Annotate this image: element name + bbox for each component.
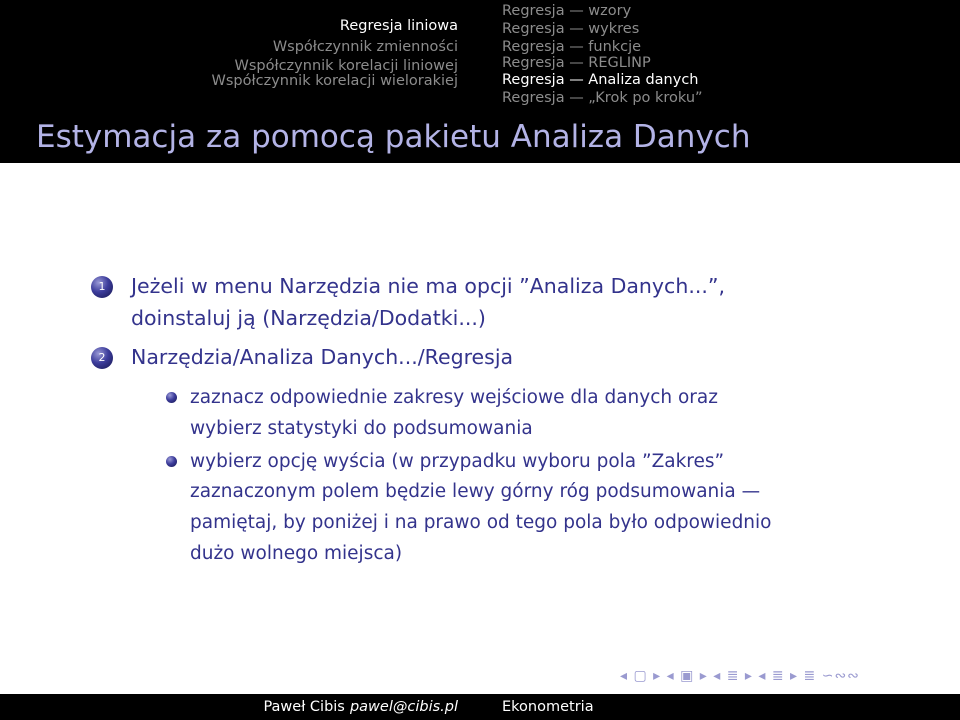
subsection-link-reglinp[interactable]: Regresja — REGLINP	[502, 55, 651, 71]
subsection-link-wzory[interactable]: Regresja — wzory	[502, 3, 632, 19]
frame-title: Estymacja za pomocą pakietu Analiza Danych	[36, 119, 751, 155]
footer-author: Paweł Cibis	[263, 699, 345, 715]
subsection-link-krok-po-kroku[interactable]: Regresja — „Krok po kroku”	[502, 90, 703, 106]
subsection-link-wykres[interactable]: Regresja — wykres	[502, 21, 640, 37]
bullet-icon	[166, 456, 177, 467]
section-link-wspolczynnik-zmiennosci[interactable]: Współczynnik zmienności	[272, 39, 458, 55]
subitem-2-line-4: dużo wolnego miejsca)	[190, 543, 403, 564]
subitem-1-line-1: zaznacz odpowiednie zakresy wejściowe dla danych oraz	[190, 387, 718, 408]
item-2-line-1: Narzędzia/Analiza Danych.../Regresja	[131, 345, 514, 369]
section-link-korelacji-wielorakiej[interactable]: Współczynnik korelacji wielorakiej	[211, 73, 458, 89]
section-navigation	[0, 0, 494, 112]
item-1-line-1: Jeżeli w menu Narzędzia nie ma opcji ”Analiza Danych...”,	[131, 274, 725, 298]
footer-email: pawel@cibis.pl	[349, 699, 458, 715]
subitem-1-line-2: wybierz statystyki do podsumowania	[190, 418, 533, 439]
subsection-navigation	[502, 0, 960, 112]
subsection-link-analiza-danych[interactable]: Regresja — Analiza danych	[502, 72, 699, 88]
section-link-korelacji-liniowej[interactable]: Współczynnik korelacji liniowej	[234, 58, 458, 74]
bullet-icon	[166, 392, 177, 403]
footer-title: Ekonometria	[502, 699, 594, 715]
enumerate-ball-1: 1	[91, 276, 113, 298]
subsection-link-funkcje[interactable]: Regresja — funkcje	[502, 39, 642, 55]
footer-author-box	[0, 694, 494, 720]
item-1-line-2: doinstaluj ją (Narzędzia/Dodatki...)	[131, 306, 486, 330]
subitem-2-line-1: wybierz opcję wyścia (w przypadku wyboru pola ”Zakres”	[190, 451, 725, 472]
enumerate-ball-2: 2	[91, 347, 113, 369]
beamer-navigation-symbols[interactable]: ◂ ▢ ▸ ◂ ▣ ▸ ◂ ≣ ▸ ◂ ≣ ▸ ≣ ∽∾∾	[620, 668, 860, 684]
subitem-2-line-3: pamiętaj, by poniżej i na prawo od tego pola było odpowiednio	[190, 512, 772, 533]
subitem-2-line-2: zaznaczonym polem będzie lewy górny róg podsumowania —	[190, 481, 761, 502]
section-link-regresja-liniowa[interactable]: Regresja liniowa	[339, 18, 458, 34]
